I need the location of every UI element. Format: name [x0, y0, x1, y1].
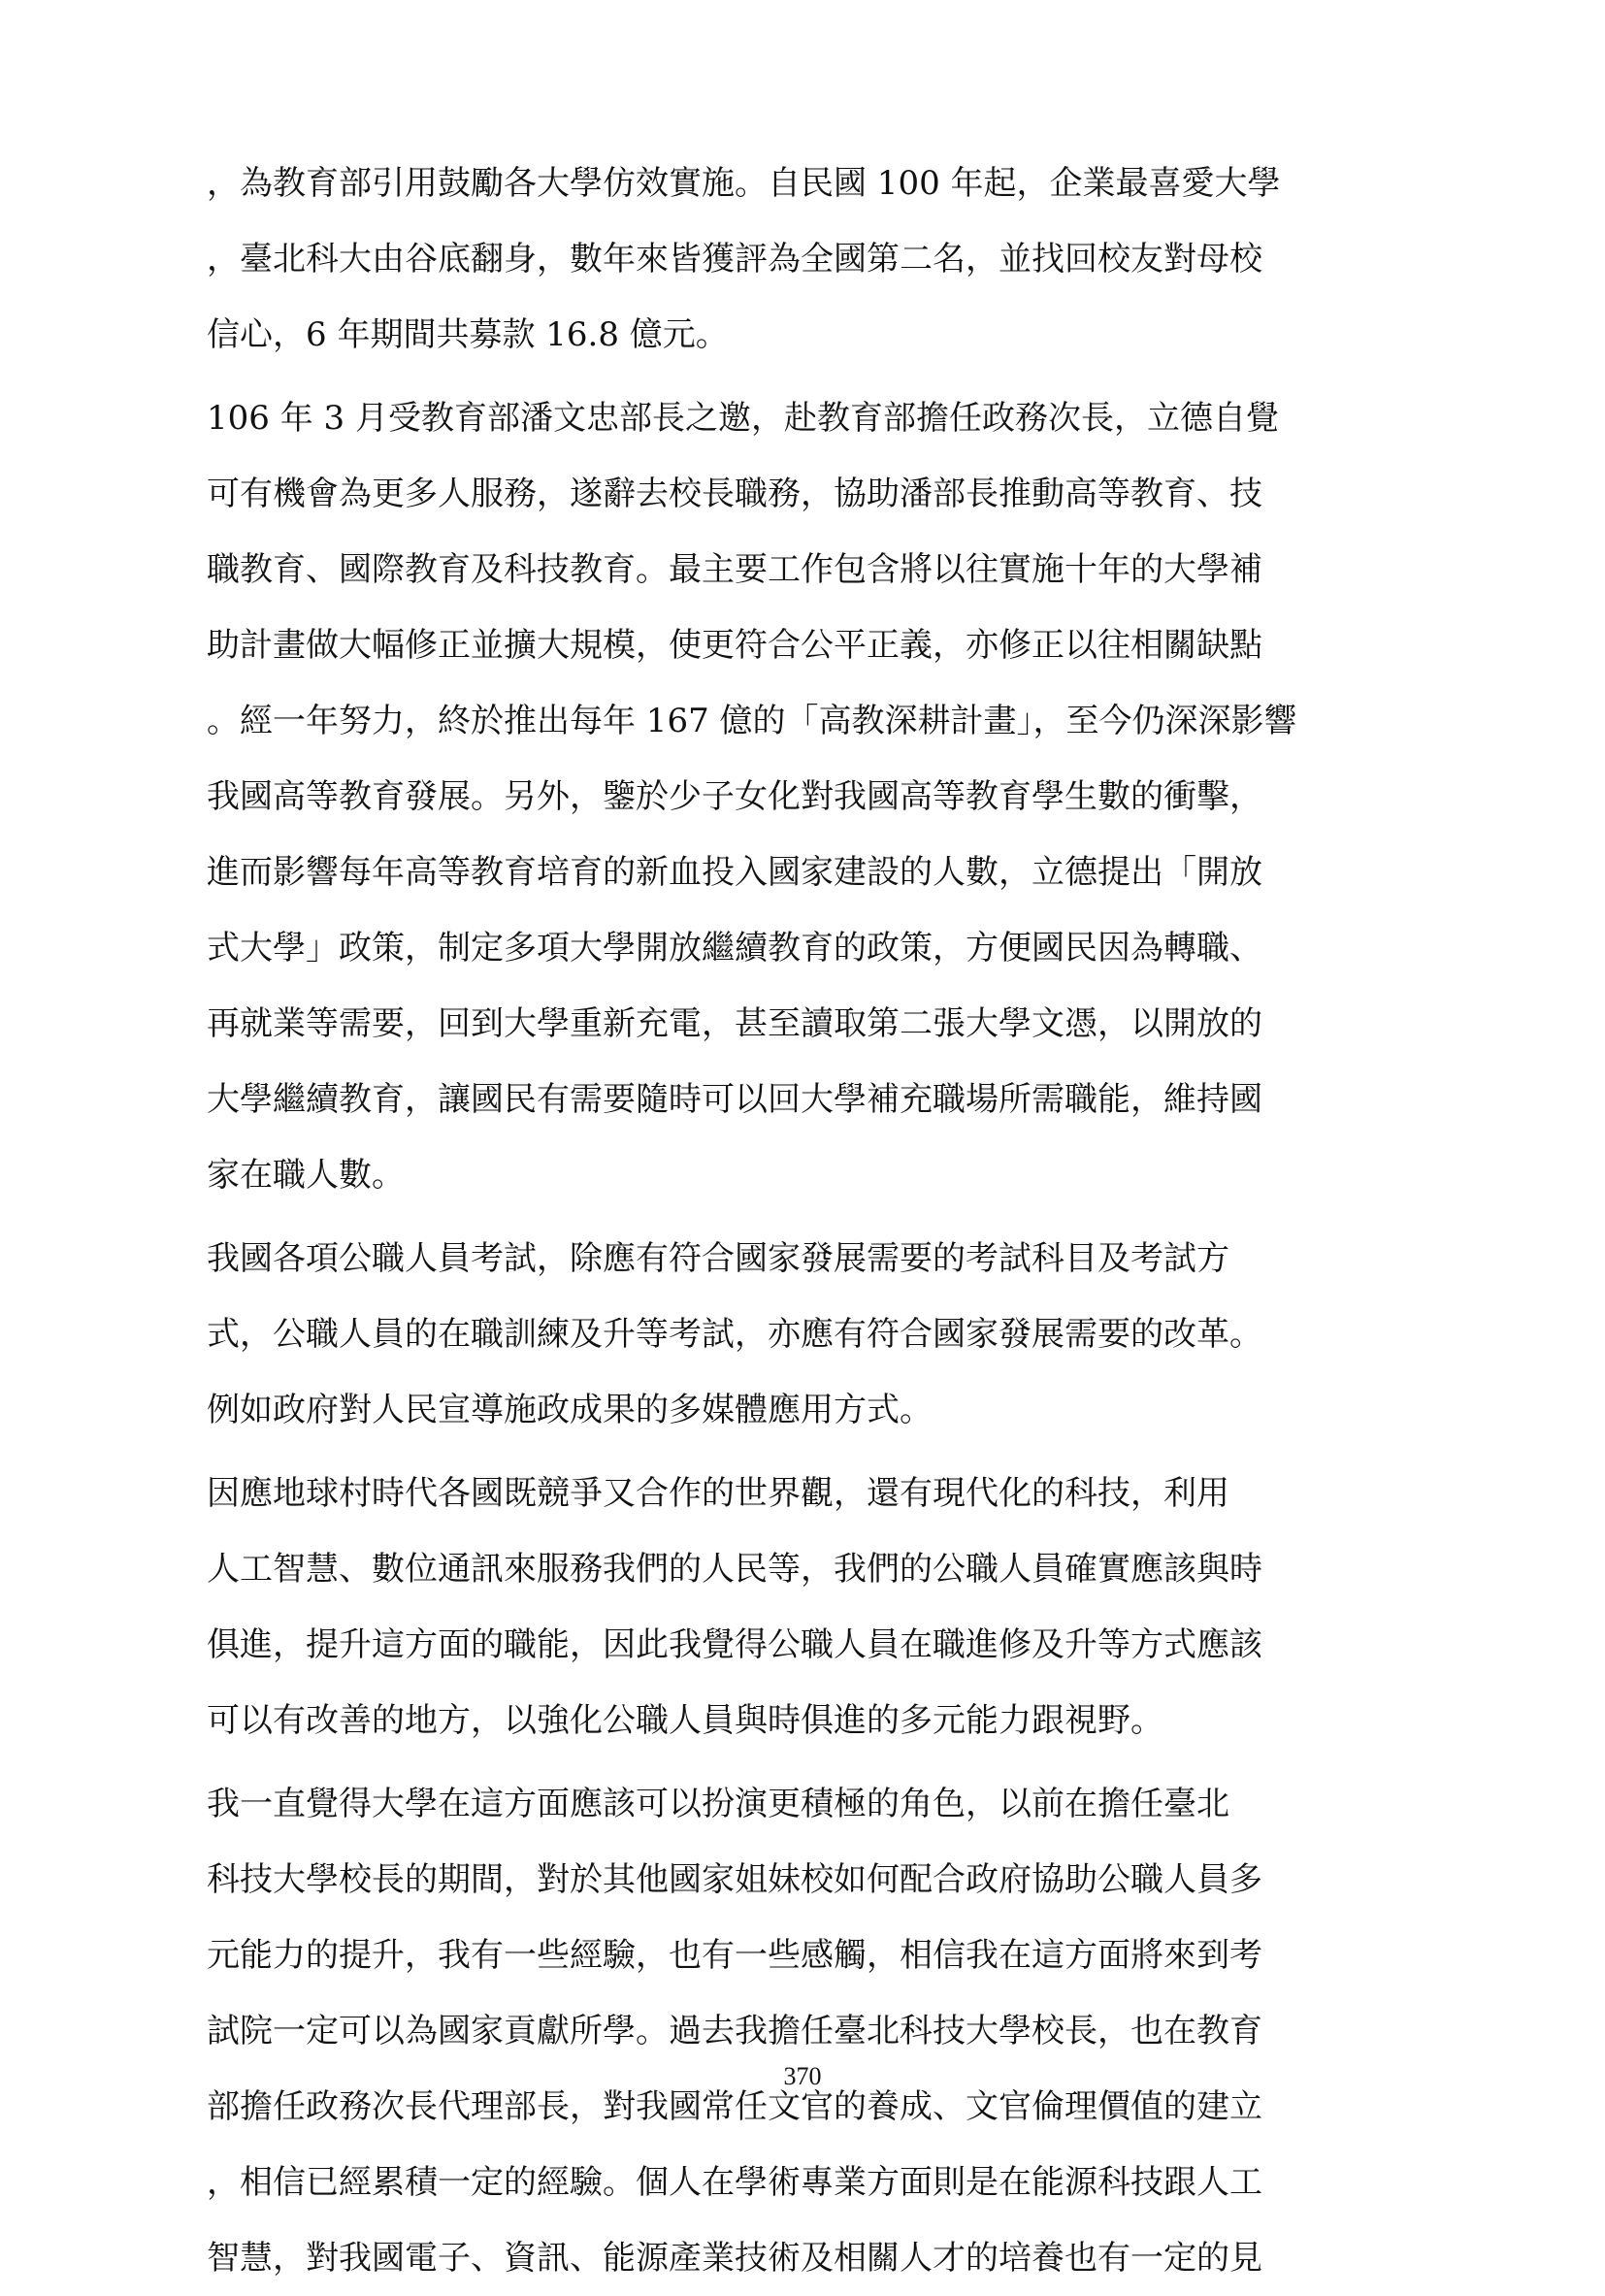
text-line: 俱進，提升這方面的職能，因此我覺得公職人員在職進修及升等方式應該 [207, 1625, 1262, 1664]
text-line: 信心，6 年期間共募款 16.8 億元。 [207, 315, 729, 354]
text-line: ，為教育部引用鼓勵各大學仿效實施。自民國 100 年起，企業最喜愛大學 [207, 164, 1281, 203]
text-line: 可有機會為更多人服務，遂辭去校長職務，協助潘部長推動高等教育、技 [207, 475, 1262, 513]
text-line: 再就業等需要，回到大學重新充電，甚至讀取第二張大學文憑，以開放的 [207, 1004, 1262, 1043]
text-line: 式，公職人員的在職訓練及升等考試，亦應有符合國家發展需要的改革。 [207, 1315, 1262, 1354]
text-line: 我國高等教育發展。另外，鑒於少子女化對我國高等教育學生數的衝擊， [207, 777, 1262, 816]
text-line: 因應地球村時代各國既競爭又合作的世界觀，還有現代化的科技，利用 [207, 1474, 1229, 1513]
text-line: 試院一定可以為國家貢獻所學。過去我擔任臺北科技大學校長，也在教育 [207, 2012, 1262, 2050]
text-line: 可以有改善的地方，以強化公職人員與時俱進的多元能力跟視野。 [207, 1701, 1163, 1740]
text-line: 科技大學校長的期間，對於其他國家姐妹校如何配合政府協助公職人員多 [207, 1860, 1262, 1899]
text-line: 進而影響每年高等教育培育的新血投入國家建設的人數，立德提出「開放 [207, 853, 1262, 892]
paragraph-gap [207, 373, 1439, 380]
text-line: 職教育、國際教育及科技教育。最主要工作包含將以往實施十年的大學補 [207, 550, 1262, 589]
text-line: 106 年 3 月受教育部潘文忠部長之邀，赴教育部擔任政務次長，立德自覺 [207, 399, 1279, 438]
paragraph-1 [207, 146, 1439, 373]
text-line: 元能力的提升，我有一些經驗，也有一些感觸，相信我在這方面將來到考 [207, 1936, 1262, 1975]
text-line: ，相信已經累積一定的經驗。個人在學術專業方面則是在能源科技跟人工 [207, 2163, 1262, 2202]
page-number: 370 [783, 2062, 822, 2090]
body-text [207, 146, 1439, 2296]
text-line: 例如政府對人民宣導施政成果的多媒體應用方式。 [207, 1391, 933, 1429]
paragraph-5 [207, 1766, 1439, 2296]
text-line: 助計畫做大幅修正並擴大規模，使更符合公平正義，亦修正以往相關缺點 [207, 626, 1262, 665]
text-line: 大學繼續教育，讓國民有需要隨時可以回大學補充職場所需職能，維持國 [207, 1080, 1262, 1119]
text-line: ，臺北科大由谷底翻身，數年來皆獲評為全國第二名，並找回校友對母校 [207, 240, 1262, 279]
text-line: 我一直覺得大學在這方面應該可以扮演更積極的角色，以前在擔任臺北 [207, 1785, 1229, 1823]
text-line: 我國各項公職人員考試，除應有符合國家發展需要的考試科目及考試方 [207, 1239, 1229, 1278]
text-line: 家在職人數。 [207, 1156, 405, 1195]
paragraph-gap [207, 1213, 1439, 1221]
paragraph-2 [207, 380, 1439, 1213]
paragraph-4 [207, 1456, 1439, 1758]
paragraph-gap [207, 1758, 1439, 1766]
text-line: 式大學」政策，制定多項大學開放繼續教育的政策，方便國民因為轉職、 [207, 929, 1262, 968]
text-line: 部擔任政務次長代理部長，對我國常任文官的養成、文官倫理價值的建立 [207, 2087, 1262, 2126]
paragraph-3 [207, 1221, 1439, 1448]
text-line: 智慧，對我國電子、資訊、能源產業技術及相關人才的培養也有一定的見 [207, 2239, 1262, 2278]
text-line: 。經一年努力，終於推出每年 167 億的「高教深耕計畫」，至今仍深深影響 [207, 702, 1297, 740]
text-line: 人工智慧、數位通訊來服務我們的人民等，我們的公職人員確實應該與時 [207, 1550, 1262, 1589]
paragraph-gap [207, 1448, 1439, 1456]
